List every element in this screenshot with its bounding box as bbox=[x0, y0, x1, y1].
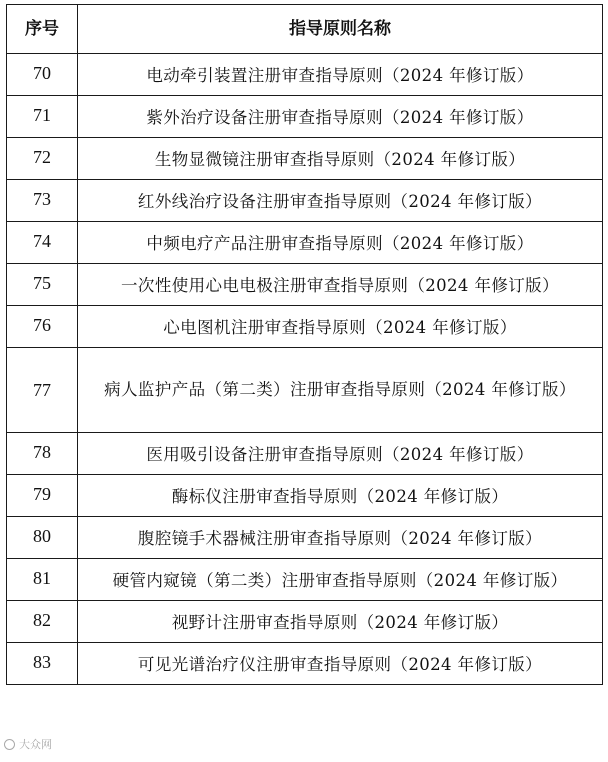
guideline-name: 硬管内窥镜（第二类）注册审查指导原则（2024 年修订版） bbox=[78, 559, 603, 601]
watermark-text: 大众网 bbox=[19, 738, 52, 751]
table-row bbox=[7, 475, 603, 517]
table-row bbox=[7, 96, 603, 138]
column-header-name: 指导原则名称 bbox=[78, 5, 603, 54]
table-header-row bbox=[7, 5, 603, 54]
guideline-table bbox=[6, 4, 603, 685]
guideline-name: 可见光谱治疗仪注册审查指导原则（2024 年修订版） bbox=[78, 643, 603, 685]
row-number: 82 bbox=[7, 601, 78, 643]
row-number: 75 bbox=[7, 264, 78, 306]
table-row bbox=[7, 180, 603, 222]
column-header-number: 序号 bbox=[7, 5, 78, 54]
table-row bbox=[7, 433, 603, 475]
row-number: 78 bbox=[7, 433, 78, 475]
guideline-name: 红外线治疗设备注册审查指导原则（2024 年修订版） bbox=[78, 180, 603, 222]
row-number: 70 bbox=[7, 54, 78, 96]
guideline-name: 视野计注册审查指导原则（2024 年修订版） bbox=[78, 601, 603, 643]
table-row bbox=[7, 348, 603, 433]
guideline-name: 中频电疗产品注册审查指导原则（2024 年修订版） bbox=[78, 222, 603, 264]
row-number: 72 bbox=[7, 138, 78, 180]
guideline-name: 生物显微镜注册审查指导原则（2024 年修订版） bbox=[78, 138, 603, 180]
row-number: 83 bbox=[7, 643, 78, 685]
row-number: 76 bbox=[7, 306, 78, 348]
guideline-name: 一次性使用心电电极注册审查指导原则（2024 年修订版） bbox=[78, 264, 603, 306]
row-number: 73 bbox=[7, 180, 78, 222]
table-row bbox=[7, 222, 603, 264]
row-number: 79 bbox=[7, 475, 78, 517]
table-row bbox=[7, 306, 603, 348]
watermark-logo-icon bbox=[4, 739, 15, 750]
row-number: 80 bbox=[7, 517, 78, 559]
table-row bbox=[7, 601, 603, 643]
guideline-name: 医用吸引设备注册审查指导原则（2024 年修订版） bbox=[78, 433, 603, 475]
table-row bbox=[7, 643, 603, 685]
row-number: 74 bbox=[7, 222, 78, 264]
guideline-name: 腹腔镜手术器械注册审查指导原则（2024 年修订版） bbox=[78, 517, 603, 559]
watermark bbox=[4, 736, 52, 752]
guideline-name: 心电图机注册审查指导原则（2024 年修订版） bbox=[78, 306, 603, 348]
table-row bbox=[7, 138, 603, 180]
row-number: 77 bbox=[7, 348, 78, 433]
guideline-name: 紫外治疗设备注册审查指导原则（2024 年修订版） bbox=[78, 96, 603, 138]
table-row bbox=[7, 54, 603, 96]
table-row bbox=[7, 264, 603, 306]
guideline-name: 电动牵引装置注册审查指导原则（2024 年修订版） bbox=[78, 54, 603, 96]
guideline-name: 酶标仪注册审查指导原则（2024 年修订版） bbox=[78, 475, 603, 517]
row-number: 71 bbox=[7, 96, 78, 138]
table-row bbox=[7, 559, 603, 601]
table-row bbox=[7, 517, 603, 559]
guideline-name: 病人监护产品（第二类）注册审查指导原则（2024 年修订版） bbox=[78, 348, 603, 433]
row-number: 81 bbox=[7, 559, 78, 601]
